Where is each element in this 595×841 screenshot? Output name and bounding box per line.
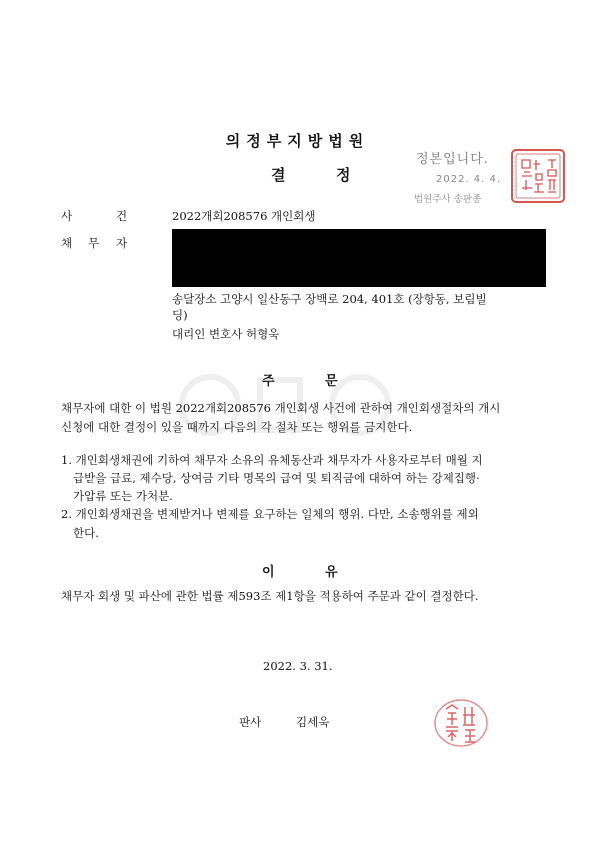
reasons-body: 채무자 회생 및 파산에 관한 법률 제593조 제1항을 적용하여 주문과 같이 결정한다. — [61, 589, 479, 603]
doc-type-char-2: 정 — [336, 166, 351, 184]
order-item-1-line-1: 1. 개인회생채권에 기하여 채무자 소유의 유체동산과 채무자가 사용자로부터 매월 지 — [61, 453, 483, 467]
court-name: 의정부지방법원 — [225, 132, 370, 150]
judge-title: 판사 — [239, 715, 262, 729]
case-label-char-1: 사 — [61, 209, 73, 223]
debtor-agent: 대리인 변호사 허형욱 — [172, 327, 280, 341]
court-seal-stamp — [510, 148, 566, 204]
service-address-line-2: 딩) — [172, 308, 188, 322]
debtor-label-char-2: 무 — [88, 236, 100, 250]
decision-date: 2022. 3. 31. — [263, 659, 333, 673]
doc-type-char-1: 결 — [271, 166, 286, 184]
judge-name: 김세욱 — [296, 715, 330, 729]
order-heading-char-1: 주 — [262, 374, 275, 389]
reasons-heading-char-1: 이 — [262, 565, 275, 580]
redaction-block — [172, 229, 546, 287]
debtor-label-char-3: 자 — [116, 236, 128, 250]
order-body-line-1: 채무자에 대한 이 법원 2022개회208576 개인회생 사건에 관하여 개인회생절차의 개시 — [61, 401, 501, 415]
case-value: 2022개회208576 개인회생 — [172, 209, 316, 223]
reasons-heading-char-2: 유 — [325, 565, 338, 580]
certification-text: 정본입니다. — [416, 152, 489, 167]
order-heading-char-2: 문 — [325, 374, 338, 389]
order-item-2-line-2: 한다. — [73, 526, 99, 540]
order-item-1-line-3: 가압류 또는 가처분. — [73, 489, 173, 503]
service-address-line-1: 송달장소 고양시 일산동구 장백로 204, 401호 (장항동, 보림빌 — [172, 292, 487, 306]
order-body-line-2: 신청에 대한 결정이 있을 때까지 다음의 각 절차 또는 행위를 금지한다. — [61, 420, 413, 434]
debtor-label-char-1: 채 — [61, 236, 73, 250]
certification-date: 2022. 4. 4. — [436, 174, 502, 185]
certification-officer: 법원주사 송판종 — [414, 194, 482, 205]
order-item-2-line-1: 2. 개인회생채권을 변제받거나 변제를 요구하는 일체의 행위. 다만, 소송행위를 제외 — [61, 507, 479, 521]
case-label-char-2: 건 — [116, 209, 128, 223]
judge-seal-stamp — [432, 697, 490, 749]
order-item-1-line-2: 급받을 급료, 제수당, 상여금 기타 명목의 급여 및 퇴직금에 대하여 하는 강제집행· — [73, 471, 480, 485]
